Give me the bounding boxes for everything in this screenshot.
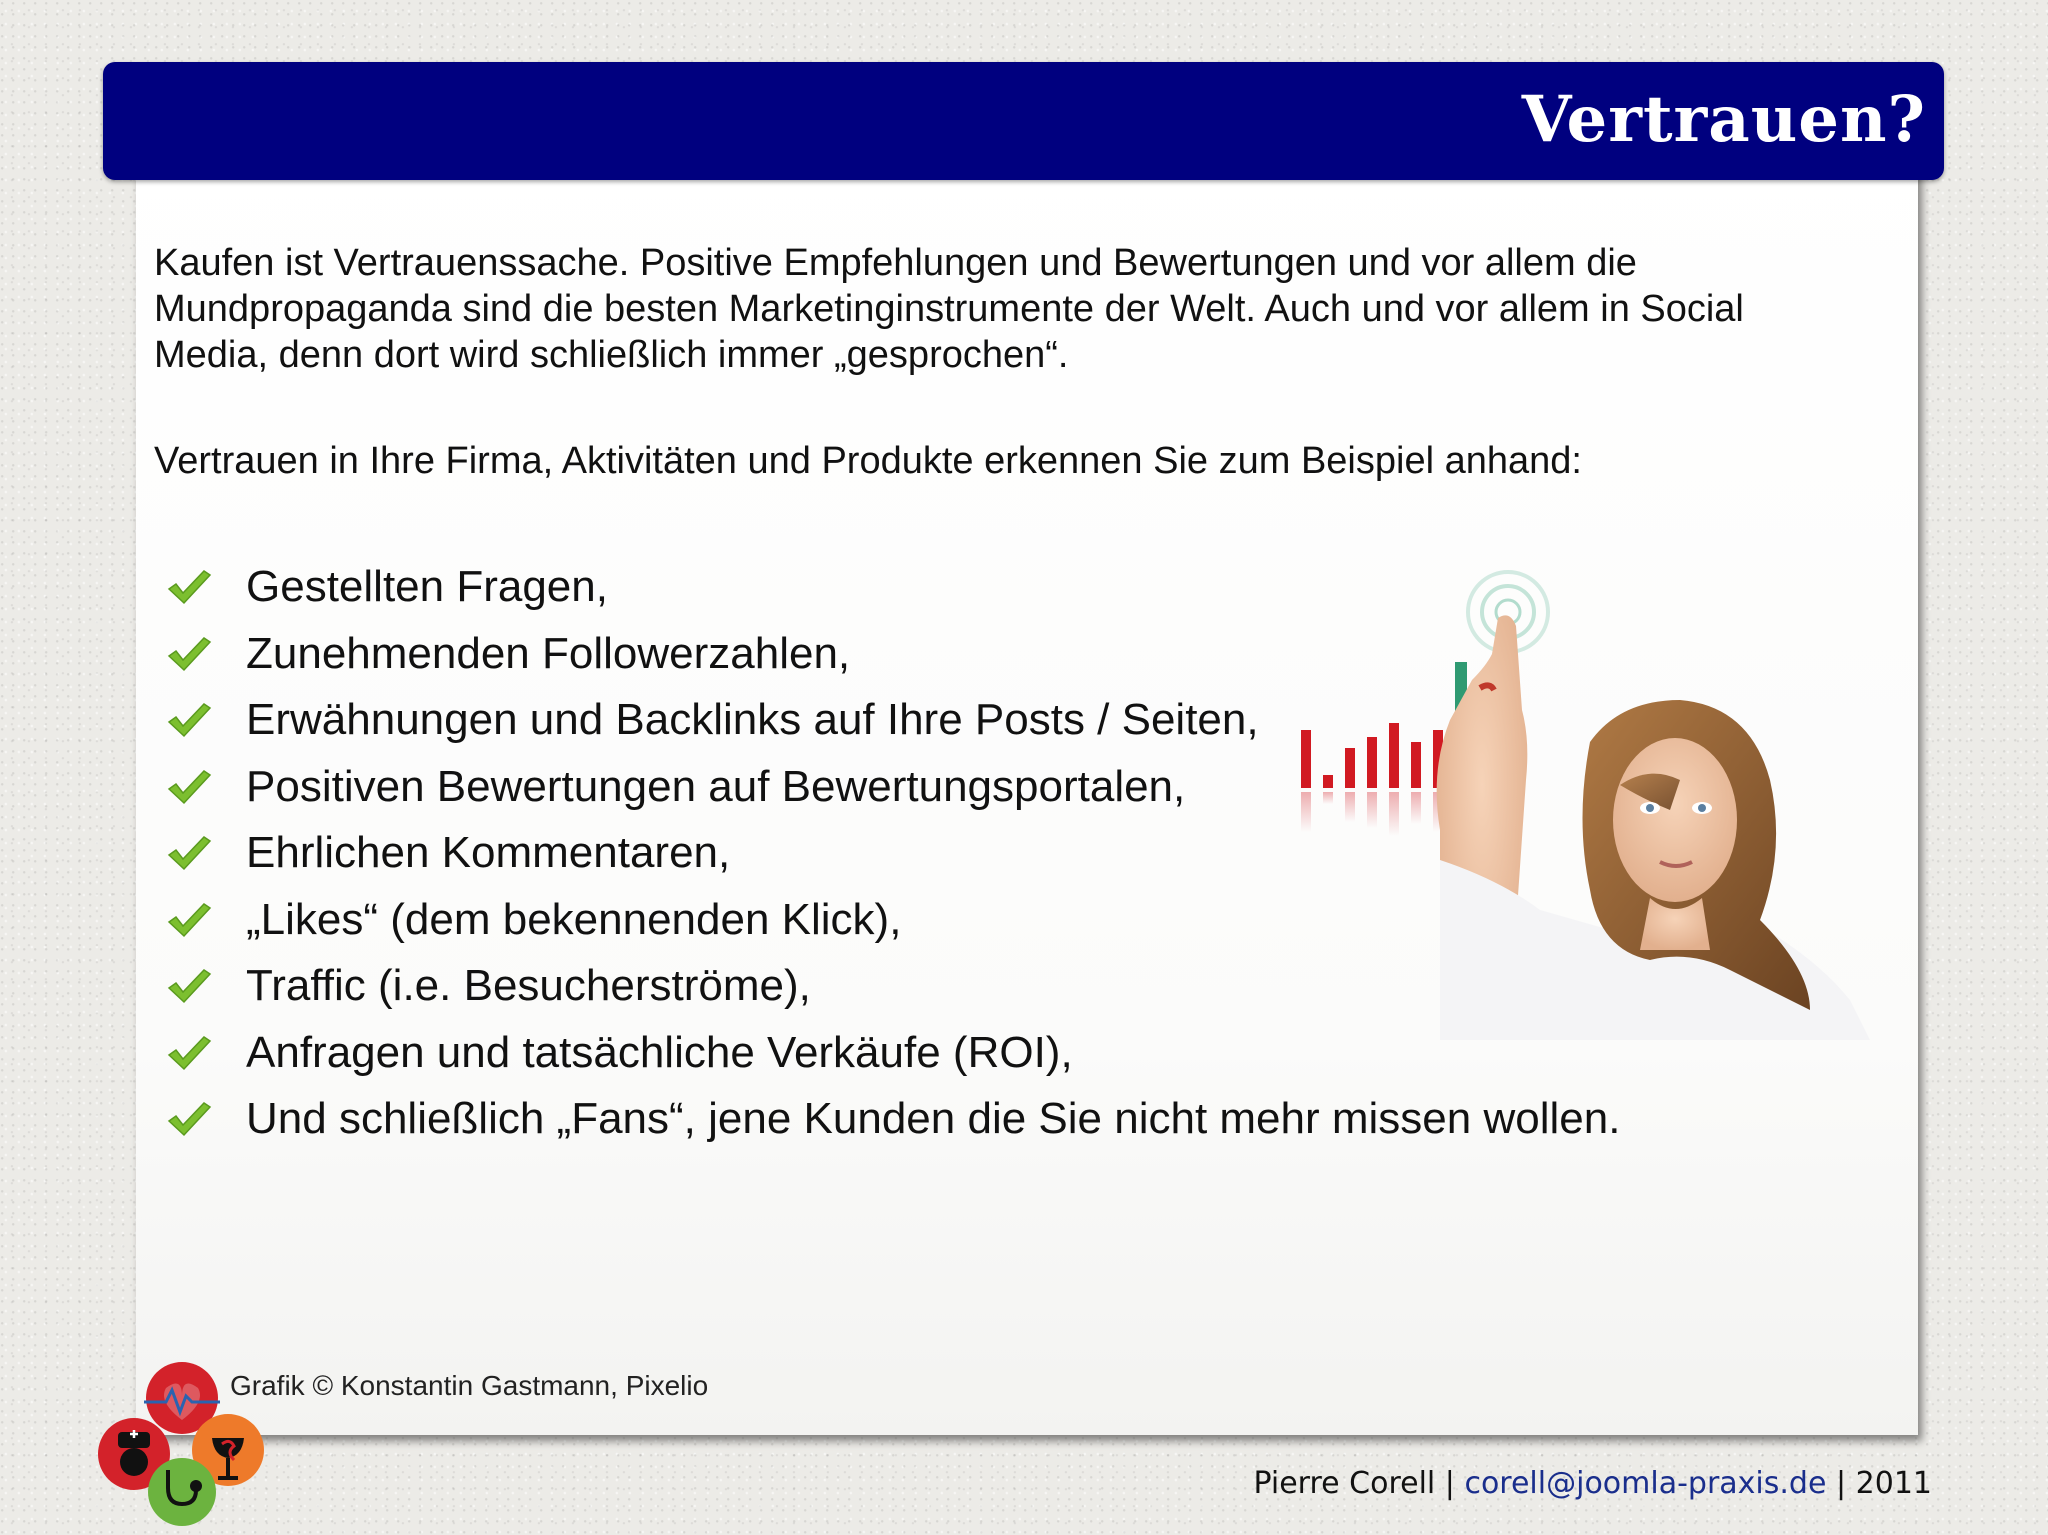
list-item-text: Anfragen und tatsächliche Verkäufe (ROI), bbox=[246, 1027, 1073, 1077]
check-icon bbox=[166, 700, 212, 740]
woman-pointing-photo bbox=[1290, 570, 1880, 1040]
check-icon bbox=[166, 567, 212, 607]
stethoscope-icon bbox=[148, 1458, 216, 1526]
intro-paragraph: Kaufen ist Vertrauenssache. Positive Empfehlungen und Bewertungen und vor allem die Mundpropaganda sind die besten Marketinginstrumente der Welt. Auch und vor allem in Social Media, denn dort wird schließlich immer „gesprochen“. bbox=[154, 242, 1744, 376]
footer-year: 2011 bbox=[1855, 1466, 1932, 1501]
list-item-text: Positiven Bewertungen auf Bewertungsportalen, bbox=[246, 761, 1186, 811]
image-credit: Grafik © Konstantin Gastmann, Pixelio bbox=[230, 1370, 709, 1401]
list-item-text: Traffic (i.e. Besucherströme), bbox=[246, 961, 811, 1011]
footer-author: Pierre Corell bbox=[1253, 1466, 1436, 1501]
medical-logo bbox=[96, 1358, 276, 1528]
list-item bbox=[166, 1086, 1620, 1153]
slide-title: Vertrauen? bbox=[1521, 82, 1926, 157]
check-icon bbox=[166, 634, 212, 674]
check-icon bbox=[166, 833, 212, 873]
intro-text bbox=[154, 240, 1854, 484]
footer-separator: | bbox=[1444, 1466, 1455, 1501]
title-bar bbox=[103, 62, 1944, 180]
list-item-text: Gestellten Fragen, bbox=[246, 562, 608, 612]
footer-separator: | bbox=[1835, 1466, 1847, 1501]
woman-figure bbox=[1437, 615, 1870, 1040]
list-item-text: „Likes“ (dem bekennenden Klick), bbox=[246, 894, 902, 944]
list-item-text: Ehrlichen Kommentaren, bbox=[246, 828, 731, 878]
check-icon bbox=[166, 1099, 212, 1139]
list-item-text: Zunehmenden Followerzahlen, bbox=[246, 628, 851, 678]
footer bbox=[1253, 1466, 1932, 1501]
list-item-text: Und schließlich „Fans“, jene Kunden die Sie nicht mehr missen wollen. bbox=[246, 1094, 1621, 1144]
list-item-text: Erwähnungen und Backlinks auf Ihre Posts / Seiten, bbox=[246, 695, 1259, 745]
check-icon bbox=[166, 1033, 212, 1073]
check-icon bbox=[166, 966, 212, 1006]
intro-lead: Vertrauen in Ihre Firma, Aktivitäten und Produkte erkennen Sie zum Beispiel anhand: bbox=[154, 440, 1582, 482]
check-icon bbox=[166, 900, 212, 940]
footer-email-link[interactable]: corell@joomla-praxis.de bbox=[1464, 1466, 1827, 1501]
check-icon bbox=[166, 767, 212, 807]
